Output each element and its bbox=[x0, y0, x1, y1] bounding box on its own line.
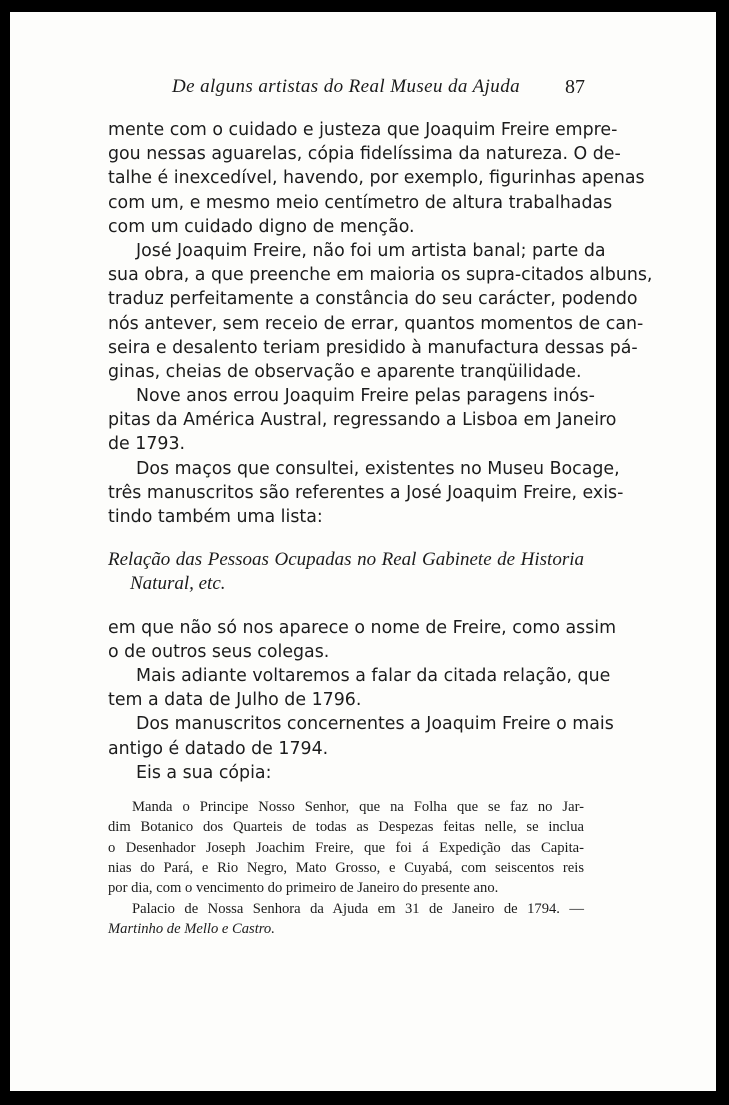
text-line: Mais adiante voltaremos a falar da citada relação, que bbox=[136, 665, 611, 686]
page-header bbox=[10, 76, 716, 106]
running-head: De alguns artistas do Real Museu da Ajuda bbox=[172, 76, 521, 97]
text-line: sua obra, a que preenche em maioria os supra-citados albuns, bbox=[108, 265, 653, 286]
spacer bbox=[108, 529, 584, 548]
paragraph bbox=[108, 239, 653, 384]
text-line: três manuscritos são referentes a José Joaquim Freire, exis- bbox=[108, 482, 624, 503]
paragraph bbox=[108, 712, 614, 760]
text-line: Eis a sua cópia: bbox=[136, 762, 272, 783]
quoted-document bbox=[108, 797, 584, 940]
document-title bbox=[108, 548, 584, 596]
text-line: seira e desalento teriam presidido à manufactura dessas pá- bbox=[108, 337, 638, 358]
quote-line: nias do Pará, e Rio Negro, Mato Grosso, e Cuyabá, com seiscentos reis bbox=[108, 860, 584, 877]
text-line: pitas da América Austral, regressando a Lisboa em Janeiro bbox=[108, 410, 617, 431]
text-line: com um, e mesmo meio centímetro de altura trabalhadas bbox=[108, 192, 613, 213]
text-line: José Joaquim Freire, não foi um artista banal; parte da bbox=[136, 240, 606, 261]
quote-line: Palacio de Nossa Senhora da Ajuda em 31 de Janeiro de 1794. — bbox=[132, 900, 584, 917]
text-line: ginas, cheias de observação e aparente tranqüilidade. bbox=[108, 361, 582, 382]
quote-line: Manda o Principe Nosso Senhor, que na Folha que se faz no Jar- bbox=[132, 798, 584, 815]
text-line: tem a data de Julho de 1796. bbox=[108, 690, 362, 711]
text-line: tindo também uma lista: bbox=[108, 507, 323, 527]
text-line: em que não só nos aparece o nome de Freire, como assim bbox=[108, 617, 617, 638]
title-line: Relação das Pessoas Ocupadas no Real Gabinete de Historia bbox=[108, 549, 584, 571]
page-number: 87 bbox=[565, 76, 585, 98]
title-line: Natural, etc. bbox=[130, 573, 226, 595]
text-line: talhe é inexcedível, havendo, por exemplo, figurinhas apenas bbox=[108, 168, 645, 189]
text-line: nós antever, sem receio de errar, quantos momentos de can- bbox=[108, 313, 644, 334]
text-line: Dos manuscritos concernentes a Joaquim Freire o mais bbox=[136, 714, 614, 735]
text-line: traduz perfeitamente a constância do seu carácter, podendo bbox=[108, 289, 638, 310]
paragraph bbox=[108, 616, 617, 664]
paragraph bbox=[108, 664, 611, 712]
quote-signature: Martinho de Mello e Castro. bbox=[108, 921, 275, 938]
quote-line: dim Botanico dos Quarteis de todas as Despezas feitas nelle, se inclua bbox=[108, 819, 584, 836]
spacer bbox=[108, 597, 584, 616]
spacer bbox=[108, 785, 584, 797]
book-page bbox=[10, 12, 716, 1091]
paragraph bbox=[108, 384, 617, 457]
text-line: antigo é datado de 1794. bbox=[108, 738, 329, 759]
paragraph bbox=[108, 457, 624, 530]
text-line: gou nessas aguarelas, cópia fidelíssima da natureza. O de- bbox=[108, 144, 621, 165]
text-line: de 1793. bbox=[108, 434, 186, 455]
paragraph bbox=[108, 761, 584, 785]
text-line: o de outros seus colegas. bbox=[108, 641, 330, 662]
paragraph bbox=[108, 118, 645, 239]
quote-line: o Desenhador Joseph Joachim Freire, que foi á Expedição das Capita- bbox=[108, 839, 584, 856]
text-line: Dos maços que consultei, existentes no Museu Bocage, bbox=[136, 458, 620, 479]
text-line: mente com o cuidado e justeza que Joaquim Freire empre- bbox=[108, 120, 618, 140]
body-text bbox=[108, 118, 653, 940]
quote-line: por dia, com o vencimento do primeiro de Janeiro do presente ano. bbox=[108, 880, 499, 897]
text-line: com um cuidado digno de menção. bbox=[108, 216, 415, 237]
text-line: Nove anos errou Joaquim Freire pelas paragens inós- bbox=[136, 386, 595, 407]
